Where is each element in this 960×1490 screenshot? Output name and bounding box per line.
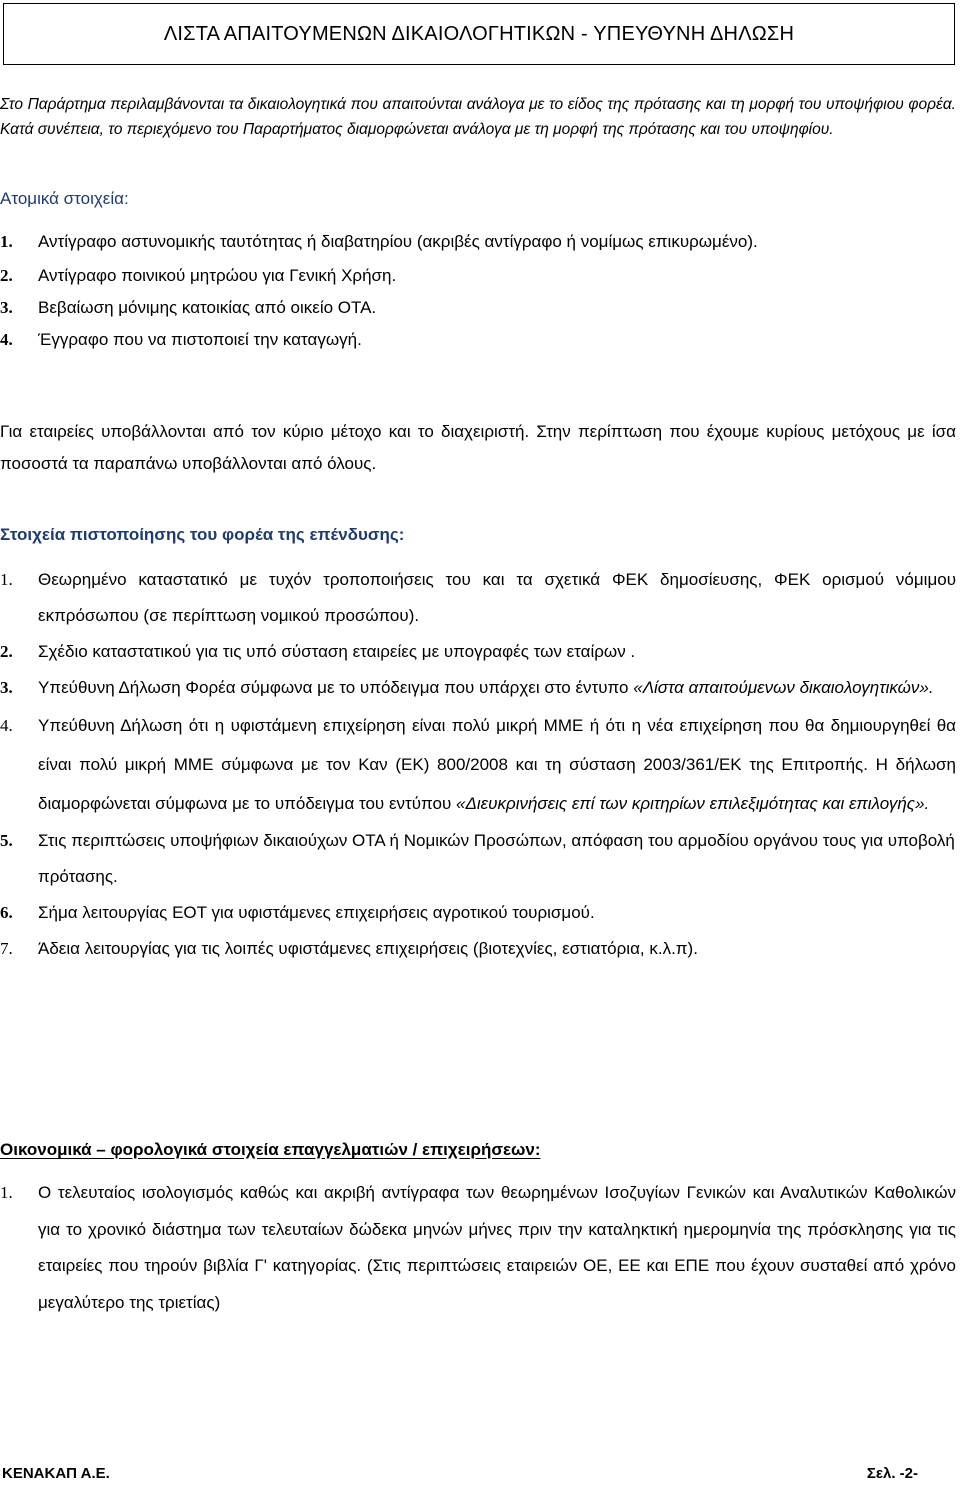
item-text: Θεωρημένο καταστατικό με τυχόν τροποποιήσεις του και τα σχετικά ΦΕΚ δημοσίευσης, ΦΕΚ ορισμού νόμιμου εκπρόσωπου (σε περίπτωση νομικού προσώπου). bbox=[38, 570, 956, 625]
list-item bbox=[0, 706, 956, 823]
list-item bbox=[0, 634, 956, 670]
list-item bbox=[0, 931, 956, 967]
list-item bbox=[0, 823, 956, 895]
item-number: 1. bbox=[0, 1183, 13, 1202]
list-item bbox=[0, 324, 956, 356]
list-item bbox=[0, 895, 956, 931]
personal-note: Για εταιρείες υποβάλλονται από τον κύριο μέτοχο και το διαχειριστή. Στην περίπτωση που έχουμε κυρίους μετόχους με ίσα ποσοστά τα παραπάνω υποβάλλονται από όλους. bbox=[0, 422, 956, 473]
financial-list bbox=[0, 1175, 956, 1321]
item-number: 6. bbox=[0, 903, 13, 922]
item-number: 5. bbox=[0, 831, 13, 850]
item-number: 4. bbox=[0, 330, 13, 349]
list-item bbox=[0, 226, 956, 260]
personal-list bbox=[0, 226, 956, 356]
item-text: Βεβαίωση μόνιμης κατοικίας από οικείο ΟΤΑ. bbox=[38, 298, 377, 317]
item-number: 1. bbox=[0, 232, 13, 251]
item-text: Ο τελευταίος ισολογισμός καθώς και ακριβή αντίγραφα των θεωρημένων Ισοζυγίων Γενικών και Αναλυτικών Καθολικών για το χρονικό διάστημα των τελευταίων δώδεκα μηνών μήνες πριν την καταληκτική ημερομηνία της πρόσκλησης για τις εταιρείες που τηρούν βιβλία Γ' κατηγορίας. (Στις περιπτώσεις εταιρειών ΟΕ, ΕΕ και ΕΠΕ που έχουν συσταθεί από χρόνο μεγαλύτερο της τριετίας) bbox=[38, 1183, 956, 1312]
item-number: 4. bbox=[0, 716, 13, 735]
item-text-emphasis: «Λίστα απαιτούμενων δικαιολογητικών». bbox=[633, 678, 934, 697]
item-text: Αντίγραφο αστυνομικής ταυτότητας ή διαβατηρίου (ακριβές αντίγραφο ή νομίμως επικυρωμένο). bbox=[38, 232, 758, 251]
footer-page-number: Σελ. -2- bbox=[866, 1465, 918, 1482]
list-item bbox=[0, 1175, 956, 1321]
item-text-main: Υπεύθυνη Δήλωση ότι η υφιστάμενη επιχείρηση είναι πολύ μικρή ΜΜΕ ή ότι η νέα επιχείρηση που θα δημιουργηθεί θα είναι πολύ μικρή ΜΜΕ σύμφωνα με τον Καν (ΕΚ) 800/2008 και τη σύσταση 2003/361/ΕΚ της Επιτροπής. Η δήλωση διαμορφώνεται σύμφωνα με το υπόδειγμα του εντύπου bbox=[38, 716, 956, 813]
list-item bbox=[0, 562, 956, 634]
footer-company: ΚΕΝΑΚΑΠ Α.Ε. bbox=[2, 1465, 110, 1482]
item-number: 7. bbox=[0, 939, 13, 958]
item-text-emphasis: «Διευκρινήσεις επί των κριτηρίων επιλεξιμότητας και επιλογής». bbox=[456, 794, 930, 813]
item-text: Άδεια λειτουργίας για τις λοιπές υφιστάμενες επιχειρήσεις (βιοτεχνίες, εστιατόρια, κ.λ.π). bbox=[38, 939, 698, 958]
item-number: 1. bbox=[0, 570, 13, 589]
item-number: 3. bbox=[0, 678, 13, 697]
page-title: ΛΙΣΤΑ ΑΠΑΙΤΟΥΜΕΝΩΝ ΔΙΚΑΙΟΛΟΓΗΤΙΚΩΝ - ΥΠΕΥΘΥΝΗ ΔΗΛΩΣΗ bbox=[163, 22, 795, 45]
item-number: 2. bbox=[0, 266, 13, 285]
list-item bbox=[0, 260, 956, 292]
item-text bbox=[38, 706, 956, 823]
intro-paragraph bbox=[0, 92, 956, 142]
page-title-box bbox=[3, 3, 955, 65]
certification-heading: Στοιχεία πιστοποίησης του φορέα της επένδυσης: bbox=[0, 525, 405, 544]
item-text: Αντίγραφο ποινικού μητρώου για Γενική Χρήση. bbox=[38, 266, 397, 285]
item-number: 3. bbox=[0, 298, 13, 317]
financial-heading: Οικονομικά – φορολογικά στοιχεία επαγγελματιών / επιχειρήσεων: bbox=[0, 1140, 541, 1159]
intro-text: Στο Παράρτημα περιλαμβάνονται τα δικαιολογητικά που απαιτούνται ανάλογα με το είδος της πρότασης και τη μορφή του υποψήφιου φορέα. Κατά συνέπεια, το περιεχόμενο του Παραρτήματος διαμορφώνεται ανάλογα με τη μορφή της πρότασης και του υποψηφίου. bbox=[0, 96, 956, 138]
item-number: 2. bbox=[0, 642, 13, 661]
item-text: Στις περιπτώσεις υποψήφιων δικαιούχων ΟΤΑ ή Νομικών Προσώπων, απόφαση του αρμοδίου οργάνου τους για υποβολή πρότασης. bbox=[38, 831, 955, 886]
certification-list bbox=[0, 562, 956, 967]
item-text: Σχέδιο καταστατικού για τις υπό σύσταση εταιρείες με υπογραφές των εταίρων . bbox=[38, 642, 636, 661]
item-text: Έγγραφο που να πιστοποιεί την καταγωγή. bbox=[38, 330, 362, 349]
list-item bbox=[0, 292, 956, 324]
item-text bbox=[38, 670, 956, 706]
list-item bbox=[0, 670, 956, 706]
personal-heading: Ατομικά στοιχεία: bbox=[0, 189, 129, 208]
item-text: Σήμα λειτουργίας ΕΟΤ για υφιστάμενες επιχειρήσεις αγροτικού τουρισμού. bbox=[38, 903, 595, 922]
item-text-main: Υπεύθυνη Δήλωση Φορέα σύμφωνα με το υπόδειγμα που υπάρχει στο έντυπο bbox=[38, 678, 634, 697]
